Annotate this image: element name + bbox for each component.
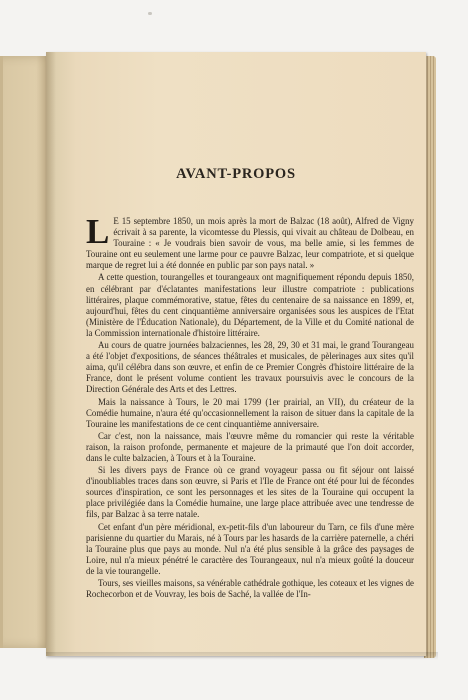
- paragraph-6: Si les divers pays de France où ce grand voyageur passa ou fit séjour ont laissé d'inoubliables traces dans son œuvre, si Paris et l'Ile de France ont été pour lui de fécondes sources d'inspiration, ce sont les personnages et les sites de la Touraine qui occupent la place privilégiée dans la Comédie humaine, une large place attribuée avec une tendresse de fils, par Balzac à sa terre natale.: [86, 465, 414, 520]
- left-page-border: [0, 56, 3, 648]
- page-title: AVANT-PROPOS: [176, 166, 296, 182]
- drop-cap: L: [86, 212, 110, 251]
- paragraph-1: [86, 212, 414, 271]
- left-page-edge: [0, 56, 52, 648]
- paragraph-3: Au cours de quatre journées balzaciennes, les 28, 29, 30 et 31 mai, le grand Tourangeau a été l'objet d'expositions, de séances théâtrales et musicales, de pèlerinages aux sites qu'il aima, qu'il célébra dans son œuvre, et enfin de ce Premier Congrès d'histoire littéraire de la France, dont le présent volume contient les travaux poursuivis avec le concours de la Direction Générale des Arts et des Lettres.: [86, 340, 414, 395]
- page-gutter-shadow: [46, 52, 56, 656]
- paragraph-7: Cet enfant d'un père méridional, ex-petit-fils d'un laboureur du Tarn, ce fils d'une mère parisienne du quartier du Marais, né à Tours par les hasards de la carrière paternelle, a chéri la Touraine plus que pays au monde. Nul n'a été plus sensible à la grâce des paysages de Loire, nul n'a mieux pénétré le caractère des Tourangeaux, nul n'a mieux goûté la douceur de la vie tourangelle.: [86, 521, 414, 576]
- page-bottom-shadow: [46, 652, 438, 660]
- paragraph-4: Mais la naissance à Tours, le 20 mai 1799 (1er prairial, an VII), du créateur de la Comédie humaine, n'aura été qu'occasionnellement la raison de situer dans la capitale de la Touraine les manifestations de ce cent cinquantième anniversaire.: [86, 396, 414, 429]
- dust-speck: [148, 12, 152, 15]
- body-text: [86, 212, 414, 601]
- paragraph-1-text: E 15 septembre 1850, un mois après la mort de Balzac (18 août), Alfred de Vigny écrivait à sa parente, la vicomtesse du Plessis, qui vivait au château de Dolbeau, en Touraine : « Je voudrais bien savoir de vous, ma belle amie, si les femmes de Touraine ont eu seulement une larme pour ce pauvre Balzac, leur compatriote, et si quelque marque de regret lui a été donnée en public par son pays natal. »: [86, 216, 414, 271]
- paragraph-2: A cette question, tourangelles et tourangeaux ont magnifiquement répondu depuis 1850, en célébrant par d'éclatantes manifestations leur illustre compatriote : publications littéraires, plaque commémorative, statue, fêtes du centenaire de sa naissance en 1899, et, aujourd'hui, fêtes du cent cinquantième anniversaire organisées sous les auspices de l'Etat (Ministère de l'Éducation Nationale), du Département, de la Ville et du Comité national de la Commission internationale d'histoire littéraire.: [86, 272, 414, 338]
- paragraph-8: Tours, ses vieilles maisons, sa vénérable cathédrale gothique, les coteaux et les vignes de Rochecorbon et de Vouvray, les bois de Saché, la vallée de l'In-: [86, 578, 414, 600]
- paragraph-5: Car c'est, non la naissance, mais l'œuvre même du romancier qui reste la véritable raison, la raison profonde, permanente et majeure de la primauté que l'on doit accorder, dans le culte balzacien, à Tours et à la Touraine.: [86, 430, 414, 463]
